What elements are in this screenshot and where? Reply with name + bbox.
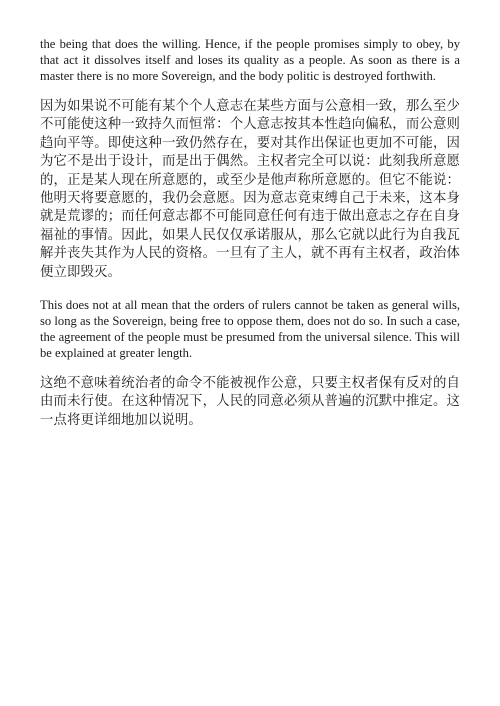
paragraph-chinese-2: 这绝不意味着统治者的命令不能被视作公意，只要主权者保有反对的自由而未行使。在这种情况下，人民的同意必须从普遍的沉默中推定。这一点将更详细地加以说明。 — [40, 376, 460, 428]
document-page — [40, 36, 460, 445]
paragraph-chinese-1: 因为如果说不可能有某个个人意志在某些方面与公意相一致，那么至少不可能使这种一致持久而恒常：个人意志按其本性趋向偏私，而公意则趋向平等。即使这种一致仍然存在，要对其作出保证也更加不可能，因为它不是出于设计，而是出于偶然。主权者完全可以说：此刻我所意愿的，正是某人现在所意愿的，或至少是他声称所意愿的。但它不能说：他明天将要意愿的，我仍会意愿。因为意志竟束缚自己于未来，这本身就是荒谬的；而任何意志都不可能同意任何有违于做出意志之存在自身福祉的事情。因此，如果人民仅仅承诺服从，那么它就以此行为自我瓦解并丧失其作为人民的资格。一旦有了主人，就不再有主权者，政治体便立即毁灭。 — [40, 99, 460, 280]
paragraph-english-1: the being that does the willing. Hence, if the people promises simply to obey, by that act it dissolves itself and loses its quality as a people. As soon as there is a master there is no more Sovereign, and the body politic is destroyed forthwith. — [40, 37, 460, 83]
paragraph-english-2: This does not at all mean that the orders of rulers cannot be taken as general wills, so long as the Sovereign, being free to oppose them, does not do so. In such a case, the agreement of the people must be presumed from the universal silence. This will be explained at greater length. — [40, 298, 460, 361]
